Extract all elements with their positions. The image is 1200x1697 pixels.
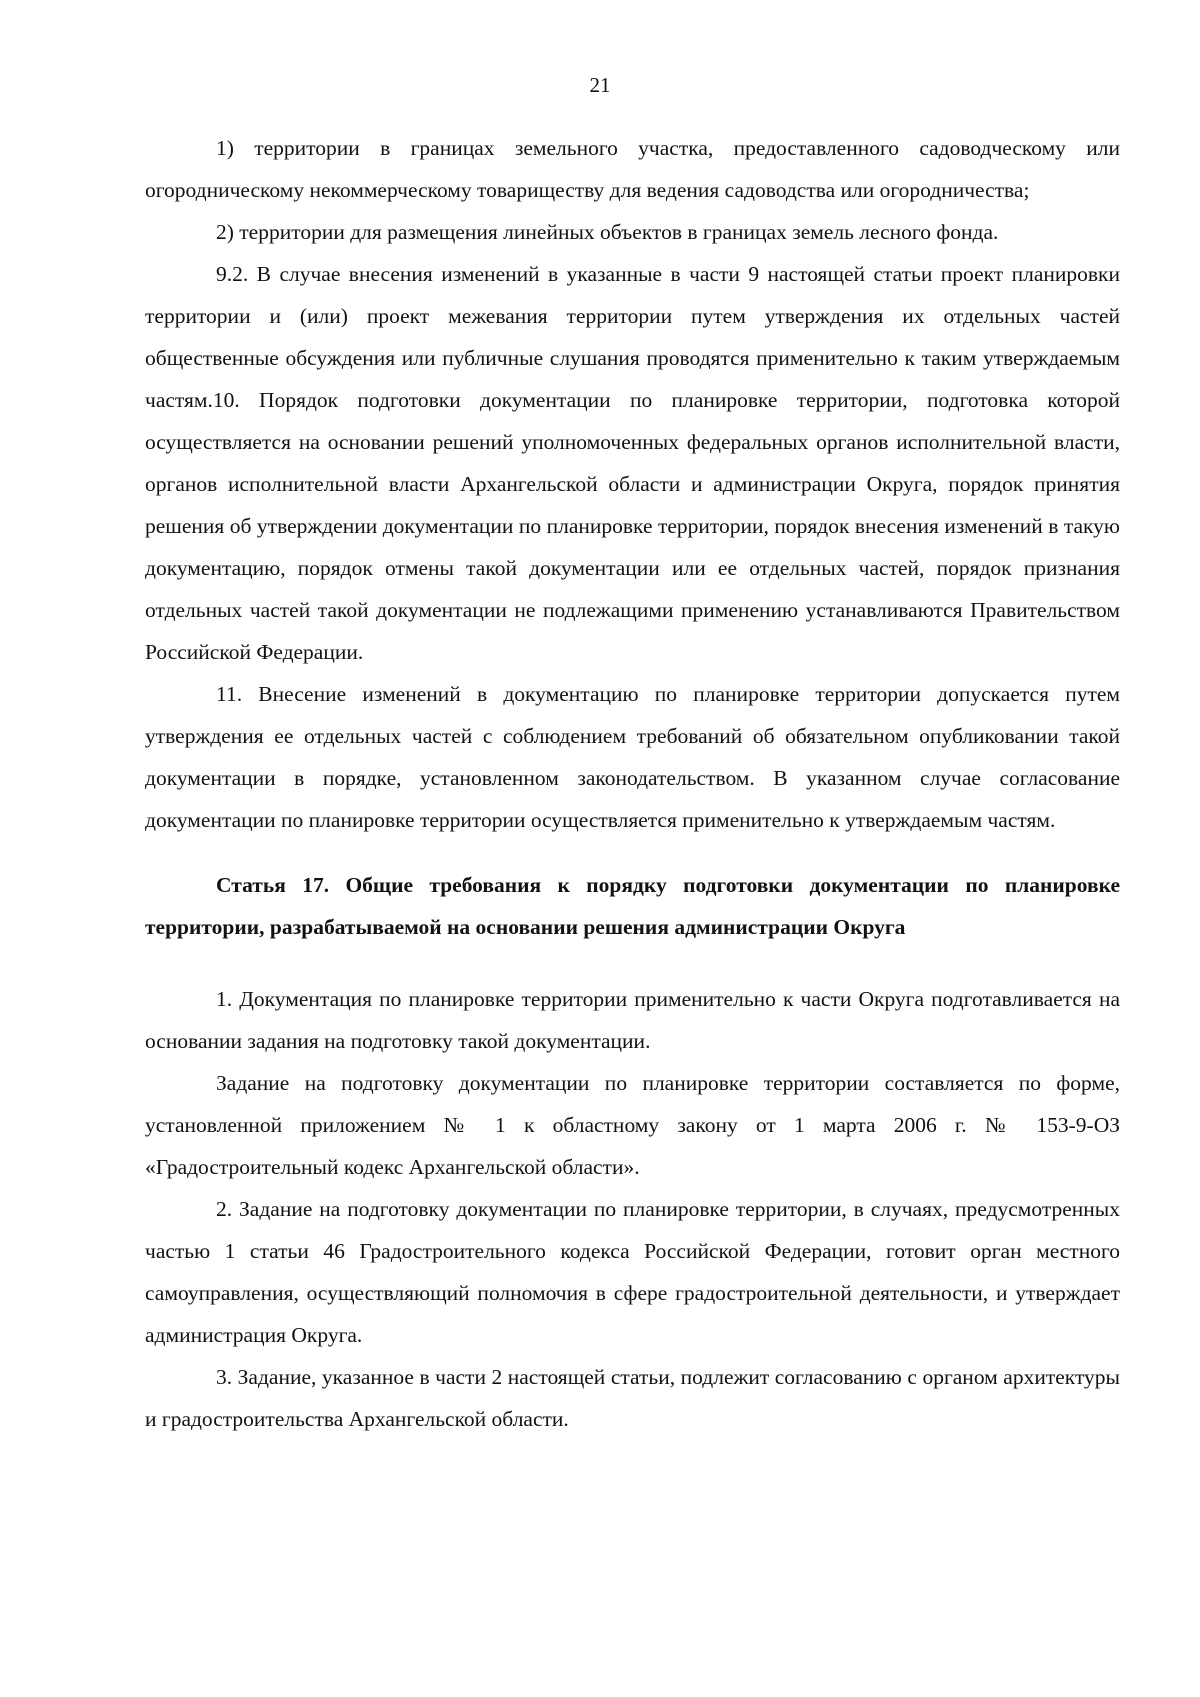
article-paragraph-2: 2. Задание на подготовку документации по планировке территории, в случаях, предусмотренных частью 1 статьи 46 Градостроительного кодекса Российской Федерации, готовит орган местного самоуправления, осуществляющий полномочия в сфере градостроительной деятельности, и утверждает администрация Округа. (145, 1197, 1120, 1347)
page-number: 21 (589, 73, 611, 97)
paragraph-11: 11. Внесение изменений в документацию по планировке территории допускается путем утверждения ее отдельных частей с соблюдением требований об обязательном опубликовании такой документации в порядке, установленном законодательством. В указанном случае согласование документации по планировке территории осуществляется применительно к утверждаемым частям. (145, 682, 1120, 832)
paragraph-linear-objects: 2) территории для размещения линейных объектов в границах земель лесного фонда. (216, 220, 999, 244)
article-paragraph-task-form: Задание на подготовку документации по планировке территории составляется по форме, установленной приложением № 1 к областному закону от 1 марта 2006 г. № 153-9-ОЗ «Градостроительный кодекс Архангельской области». (145, 1071, 1120, 1179)
document-body (145, 127, 1120, 1440)
paragraph-territory-garden: 1) территории в границах земельного участка, предоставленного садоводческому или огородническому некоммерческому товариществу для ведения садоводства или огородничества; (145, 136, 1120, 202)
article-17-heading: Статья 17. Общие требования к порядку подготовки документации по планировке территории, разрабатываемой на основании решения администрации Округа (145, 873, 1120, 939)
article-paragraph-3: 3. Задание, указанное в части 2 настоящей статьи, подлежит согласованию с органом архитектуры и градостроительства Архангельской области. (145, 1365, 1120, 1431)
article-paragraph-1: 1. Документация по планировке территории применительно к части Округа подготавливается на основании задания на подготовку такой документации. (145, 987, 1120, 1053)
paragraph-9-2: 9.2. В случае внесения изменений в указанные в части 9 настоящей статьи проект планировки территории и (или) проект межевания территории путем утверждения их отдельных частей общественные обсуждения или публичные слушания проводятся применительно к таким утверждаемым частям.10. Порядок подготовки документации по планировке территории, подготовка которой осуществляется на основании решений уполномоченных федеральных органов исполнительной власти, органов исполнительной власти Архангельской области и администрации Округа, порядок принятия решения об утверждении документации по планировке территории, порядок внесения изменений в такую документацию, порядок отмены такой документации или ее отдельных частей, порядок признания отдельных частей такой документации не подлежащими применению устанавливаются Правительством Российской Федерации. (145, 262, 1120, 664)
